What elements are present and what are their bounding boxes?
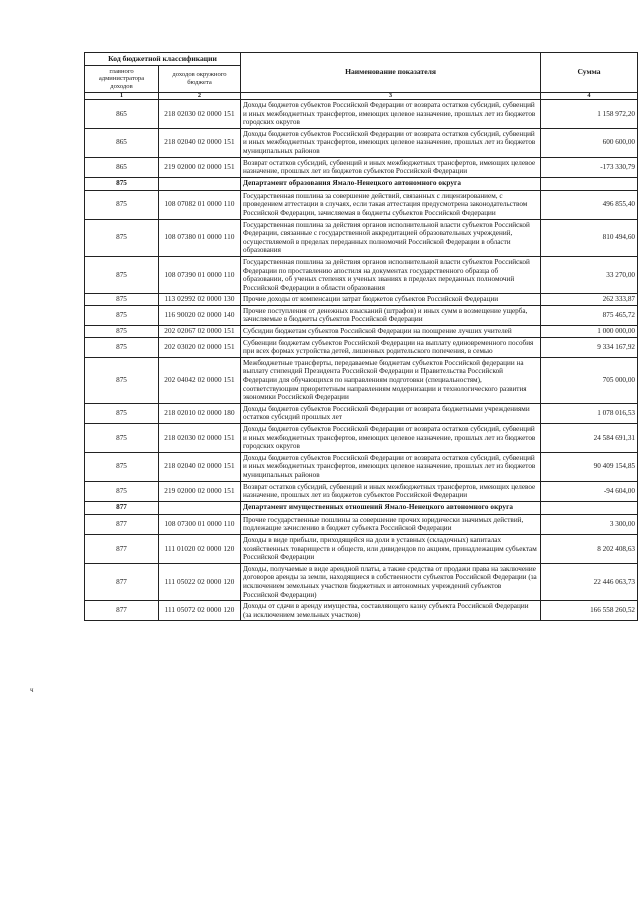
table-row: [85, 337, 638, 357]
department-row: [85, 177, 638, 190]
department-name-cell: Департамент образования Ямало-Ненецкого автономного округа: [241, 177, 541, 190]
amount-cell: 600 600,00: [541, 128, 638, 157]
admin-code-cell: 865: [85, 128, 159, 157]
indicator-name-cell: Доходы бюджетов субъектов Российской Федерации от возврата остатков субсидий, субвенций и иных межбюджетных трансфертов, имеющих целевое назначение, прошлых лет из бюджетов городских округов: [241, 100, 541, 129]
table-row: [85, 256, 638, 293]
header-sum-column: Сумма: [541, 53, 638, 93]
admin-code-cell: 875: [85, 305, 159, 325]
amount-cell: 262 333,87: [541, 294, 638, 306]
admin-code-cell: 875: [85, 256, 159, 293]
indicator-name-cell: Прочие государственные пошлины за совершение прочих юридически значимых действий, подлежащие зачислению в бюджет субъекта Российской Федерации: [241, 514, 541, 534]
budget-code-cell: [159, 177, 241, 190]
budget-code-cell: 202 04042 02 0000 151: [159, 357, 241, 403]
table-row: [85, 563, 638, 600]
column-number: 3: [241, 93, 541, 100]
admin-code-cell: 875: [85, 357, 159, 403]
admin-code-cell: 877: [85, 563, 159, 600]
table-row: [85, 514, 638, 534]
column-number: 4: [541, 93, 638, 100]
header-admin-column: главного администратора доходов: [85, 66, 159, 93]
budget-code-cell: 218 02010 02 0000 180: [159, 403, 241, 423]
budget-code-cell: 111 05022 02 0000 120: [159, 563, 241, 600]
amount-cell: 3 300,00: [541, 514, 638, 534]
budget-code-cell: 108 07300 01 0000 110: [159, 514, 241, 534]
budget-code-cell: 202 03020 02 0000 151: [159, 337, 241, 357]
amount-cell: [541, 501, 638, 514]
table-row: [85, 219, 638, 256]
header-column-numbers: [85, 93, 638, 100]
budget-code-cell: 113 02992 02 0000 130: [159, 294, 241, 306]
amount-cell: 8 202 408,63: [541, 534, 638, 563]
amount-cell: 9 334 167,92: [541, 337, 638, 357]
margin-mark: ч: [30, 686, 34, 694]
indicator-name-cell: Государственная пошлина за действия органов исполнительной власти субъектов Российской Федерации по проставлению апостиля на документах государственного образца об образовании, об ученых степенях и ученых званиях в пределах переданных полномочий Российской Федерации в области образования: [241, 256, 541, 293]
admin-code-cell: 875: [85, 452, 159, 481]
amount-cell: 875 465,72: [541, 305, 638, 325]
indicator-name-cell: Доходы бюджетов субъектов Российской Федерации от возврата остатков субсидий, субвенций и иных межбюджетных трансфертов, имеющих целевое назначение, прошлых лет из бюджетов муниципальных районов: [241, 452, 541, 481]
admin-code-cell: 875: [85, 294, 159, 306]
amount-cell: 90 409 154,85: [541, 452, 638, 481]
budget-code-cell: 218 02040 02 0000 151: [159, 452, 241, 481]
table-row: [85, 424, 638, 453]
amount-cell: 496 855,40: [541, 190, 638, 219]
table-row: [85, 326, 638, 338]
indicator-name-cell: Возврат остатков субсидий, субвенций и иных межбюджетных трансфертов, имеющих целевое назначение, прошлых лет из бюджетов субъектов Российской Федерации: [241, 157, 541, 177]
amount-cell: -173 330,79: [541, 157, 638, 177]
amount-cell: 1 158 972,20: [541, 100, 638, 129]
amount-cell: [541, 177, 638, 190]
table-row: [85, 305, 638, 325]
indicator-name-cell: Доходы от сдачи в аренду имущества, составляющего казну субъекта Российской Федерации (за исключением земельных участков): [241, 601, 541, 621]
admin-code-cell: 875: [85, 177, 159, 190]
indicator-name-cell: Субвенции бюджетам субъектов Российской Федерации на выплату единовременного пособия при всех формах устройства детей, лишенных родительского попечения, в семью: [241, 337, 541, 357]
budget-code-cell: 108 07390 01 0000 110: [159, 256, 241, 293]
amount-cell: 33 270,00: [541, 256, 638, 293]
table-row: [85, 481, 638, 501]
table-row: [85, 190, 638, 219]
budget-code-cell: 218 02030 02 0000 151: [159, 100, 241, 129]
admin-code-cell: 875: [85, 481, 159, 501]
indicator-name-cell: Доходы бюджетов субъектов Российской Федерации от возврата остатков субсидий, субвенций и иных межбюджетных трансфертов, имеющих целевое назначение, прошлых лет из бюджетов городских округов: [241, 424, 541, 453]
amount-cell: 24 584 691,31: [541, 424, 638, 453]
table-row: [85, 357, 638, 403]
header-classification-group: Код бюджетной классификации: [85, 53, 241, 66]
table-row: [85, 403, 638, 423]
budget-table-page: [84, 52, 637, 621]
amount-cell: 22 446 063,73: [541, 563, 638, 600]
budget-code-cell: 218 02040 02 0000 151: [159, 128, 241, 157]
budget-code-cell: 108 07082 01 0000 110: [159, 190, 241, 219]
amount-cell: 810 494,60: [541, 219, 638, 256]
admin-code-cell: 875: [85, 403, 159, 423]
department-name-cell: Департамент имущественных отношений Ямало-Ненецкого автономного округа: [241, 501, 541, 514]
indicator-name-cell: Межбюджетные трансферты, передаваемые бюджетам субъектов Российской федерации на выплату стипендий Президента Российской Федерации и Правительства Российской Федерации для обучающихся по направлениям подготовки (специальностям), соответствующим приоритетным направлениям модернизации и технологического развития экономики Российской Федерации: [241, 357, 541, 403]
admin-code-cell: 875: [85, 219, 159, 256]
admin-code-cell: 875: [85, 326, 159, 338]
admin-code-cell: 865: [85, 100, 159, 129]
budget-code-cell: 116 90020 02 0000 140: [159, 305, 241, 325]
table-row: [85, 100, 638, 129]
table-row: [85, 294, 638, 306]
department-row: [85, 501, 638, 514]
admin-code-cell: 875: [85, 424, 159, 453]
amount-cell: 1 078 016,53: [541, 403, 638, 423]
admin-code-cell: 877: [85, 501, 159, 514]
header-name-column: Наименование показателя: [241, 53, 541, 93]
table-row: [85, 452, 638, 481]
indicator-name-cell: Государственная пошлина за действия органов исполнительной власти субъектов Российской Федерации, связанные с государственной аккредитацией образовательных учреждений, осуществляемой в пределах переданных полномочий Российской Федерации в области образования: [241, 219, 541, 256]
amount-cell: 705 000,00: [541, 357, 638, 403]
table-body: [85, 100, 638, 621]
budget-code-cell: 219 02000 02 0000 151: [159, 481, 241, 501]
budget-code-cell: 111 01020 02 0000 120: [159, 534, 241, 563]
table-row: [85, 601, 638, 621]
indicator-name-cell: Субсидии бюджетам субъектов Российской Федерации на поощрение лучших учителей: [241, 326, 541, 338]
indicator-name-cell: Прочие поступления от денежных взысканий (штрафов) и иных сумм в возмещение ущерба, зачисляемые в бюджеты субъектов Российской Федерации: [241, 305, 541, 325]
indicator-name-cell: Возврат остатков субсидий, субвенций и иных межбюджетных трансфертов, имеющих целевое назначение, прошлых лет из бюджетов субъектов Российской Федерации: [241, 481, 541, 501]
budget-code-cell: 219 02000 02 0000 151: [159, 157, 241, 177]
budget-code-cell: 218 02030 02 0000 151: [159, 424, 241, 453]
table-row: [85, 534, 638, 563]
indicator-name-cell: Доходы бюджетов субъектов Российской Федерации от возврата остатков субсидий, субвенций и иных межбюджетных трансфертов, имеющих целевое назначение, прошлых лет из бюджетов муниципальных районов: [241, 128, 541, 157]
amount-cell: -94 604,00: [541, 481, 638, 501]
budget-table: [84, 52, 638, 621]
admin-code-cell: 875: [85, 337, 159, 357]
budget-code-cell: [159, 501, 241, 514]
column-number: 2: [159, 93, 241, 100]
table-row: [85, 128, 638, 157]
indicator-name-cell: Прочие доходы от компенсации затрат бюджетов субъектов Российской Федерации: [241, 294, 541, 306]
amount-cell: 166 558 260,52: [541, 601, 638, 621]
budget-code-cell: 108 07380 01 0000 110: [159, 219, 241, 256]
amount-cell: 1 000 000,00: [541, 326, 638, 338]
table-header: [85, 53, 638, 100]
indicator-name-cell: Доходы бюджетов субъектов Российской Федерации от возврата бюджетными учреждениями остатков субсидий прошлых лет: [241, 403, 541, 423]
indicator-name-cell: Доходы в виде прибыли, приходящейся на доли в уставных (складочных) капиталах хозяйственных товариществ и обществ, или дивидендов по акциям, принадлежащим субъектам Российской Федерации: [241, 534, 541, 563]
admin-code-cell: 877: [85, 534, 159, 563]
admin-code-cell: 877: [85, 514, 159, 534]
column-number: 1: [85, 93, 159, 100]
budget-code-cell: 202 02067 02 0000 151: [159, 326, 241, 338]
indicator-name-cell: Государственная пошлина за совершение действий, связанных с лицензированием, с проведением аттестации в случаях, если такая аттестация предусмотрена законодательством Российской Федерации, зачисляемая в бюджеты субъектов Российской Федерации: [241, 190, 541, 219]
indicator-name-cell: Доходы, получаемые в виде арендной платы, а также средства от продажи права на заключение договоров аренды за земли, находящиеся в собственности субъектов Российской Федерации (за исключением земельных участков бюджетных и автономных учреждений субъектов Российской Федерации): [241, 563, 541, 600]
table-row: [85, 157, 638, 177]
budget-code-cell: 111 05072 02 0000 120: [159, 601, 241, 621]
admin-code-cell: 877: [85, 601, 159, 621]
admin-code-cell: 875: [85, 190, 159, 219]
admin-code-cell: 865: [85, 157, 159, 177]
header-code-column: доходов окружного бюджета: [159, 66, 241, 93]
